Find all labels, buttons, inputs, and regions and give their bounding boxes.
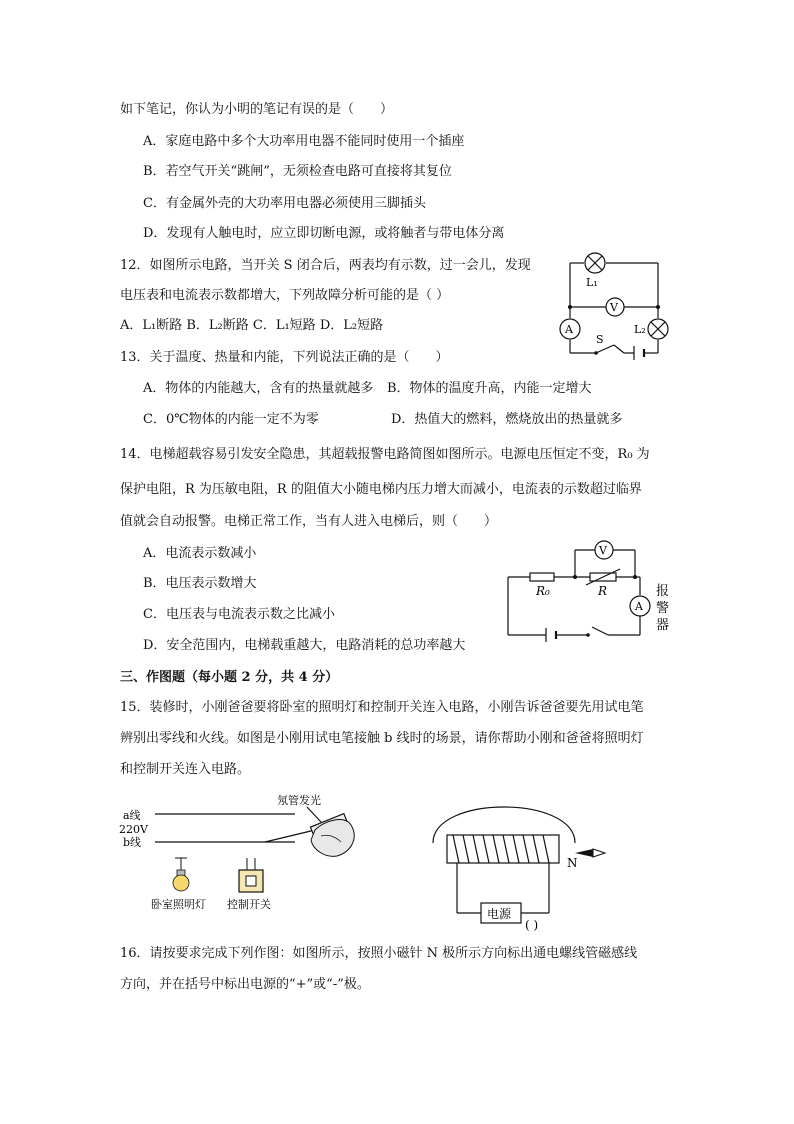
- q14-label-alarm-3: 器: [656, 618, 670, 633]
- q15-test-pen-diagram: [115, 790, 375, 915]
- q14-stem-line1: 14．电梯超载容易引发安全隐患，其超载报警电路简图如图所示。电源电压恒定不变，R₀ 为: [120, 447, 650, 462]
- q13-option-d: D．热值大的燃料，燃烧放出的热量就多: [391, 412, 623, 427]
- wall-switch-icon: [239, 858, 263, 892]
- q14-stem-line2: 保护电阻，R 为压敏电阻，R 的阻值大小随电梯内压力增大而减小，电流表的示数超过临界: [120, 482, 642, 497]
- q14-option-d: D．安全范围内，电梯载重越大，电路消耗的总功率越大: [143, 638, 466, 653]
- bulb-icon: [173, 858, 189, 891]
- q11-option-a: A．家庭电路中多个大功率用电器不能同时使用一个插座: [143, 134, 465, 149]
- q16-stem-line1: 16．请按要求完成下列作图：如图所示，按照小磁针 N 极所示方向标出通电螺线管磁感线: [120, 946, 638, 961]
- q15-label-switch: 控制开关: [227, 898, 271, 911]
- q14-stem-line3: 值就会自动报警。电梯正常工作，当有人进入电梯后，则（ ）: [120, 514, 498, 529]
- q12-label-a: A: [565, 323, 573, 336]
- q16-label-power: 电源: [487, 907, 512, 921]
- q16-label-bracket: ( ): [525, 918, 539, 932]
- q13-option-a: A．物体的内能越大，含有的热量就越多: [143, 381, 374, 396]
- q12-circuit-diagram: [550, 245, 680, 360]
- q12-label-l1: L₁: [586, 276, 598, 289]
- q15-label-neon: 氖管发光: [277, 794, 321, 807]
- q16-label-n: N: [567, 856, 578, 870]
- q15-label-voltage: 220V: [119, 823, 148, 836]
- q15-label-b-line: b线: [123, 836, 142, 849]
- q12-label-s: S: [596, 333, 604, 346]
- q12-label-l2: L₂: [634, 323, 646, 336]
- q14-label-a: A: [635, 600, 643, 613]
- q14-label-r0: R₀: [536, 584, 550, 598]
- q15-label-a-line: a线: [123, 809, 141, 822]
- q12-label-v: V: [610, 301, 618, 314]
- q14-alarm-circuit-diagram: [500, 535, 685, 645]
- q11-option-d: D．发现有人触电时，应立即切断电源，或将触者与带电体分离: [143, 226, 505, 241]
- q14-label-v: V: [599, 544, 607, 557]
- q12-options: A．L₁断路 B．L₂断路 C．L₁短路 D．L₂短路: [120, 318, 384, 333]
- q14-option-a: A．电流表示数减小: [143, 546, 257, 561]
- q16-stem-line2: 方向，并在括号中标出电源的“+”或“-”极。: [120, 977, 370, 992]
- q14-option-b: B．电压表示数增大: [143, 576, 257, 591]
- q11-stem: 如下笔记，你认为小明的笔记有误的是（ ）: [120, 102, 394, 117]
- q15-stem-line3: 和控制开关连入电路。: [120, 762, 251, 777]
- q13-option-c: C．0℃物体的内能一定不为零: [143, 412, 319, 427]
- q15-stem-line2: 辨别出零线和火线。如图是小刚用试电笔接触 b 线时的场景，请你帮助小刚和爸爸将照明灯: [120, 731, 644, 746]
- q12-stem-line1: 12．如图所示电路，当开关 S 闭合后，两表均有示数，过一会儿，发现: [120, 258, 531, 273]
- q15-label-lamp: 卧室照明灯: [151, 898, 206, 911]
- q12-stem-line2: 电压表和电流表示数都增大，下列故障分析可能的是（ ）: [120, 288, 450, 303]
- q11-option-b: B．若空气开关“跳闸”，无须检查电路可直接将其复位: [143, 164, 452, 179]
- q15-stem-line1: 15．装修时，小刚爸爸要将卧室的照明灯和控制开关连入电路，小刚告诉爸爸要先用试电笔: [120, 700, 644, 715]
- q14-label-r: R: [598, 584, 608, 598]
- q13-stem: 13．关于温度、热量和内能，下列说法正确的是（ ）: [120, 350, 449, 365]
- q14-option-c: C．电压表与电流表示数之比减小: [143, 607, 335, 622]
- q11-option-c: C．有金属外壳的大功率用电器必须使用三脚插头: [143, 196, 426, 211]
- q14-label-alarm-2: 警: [656, 601, 670, 616]
- section3-title: 三、作图题（每小题 2 分，共 4 分）: [120, 670, 339, 685]
- q16-solenoid-diagram: [425, 795, 615, 935]
- q14-label-alarm-1: 报: [656, 584, 670, 599]
- q13-option-b: B．物体的温度升高，内能一定增大: [387, 381, 592, 396]
